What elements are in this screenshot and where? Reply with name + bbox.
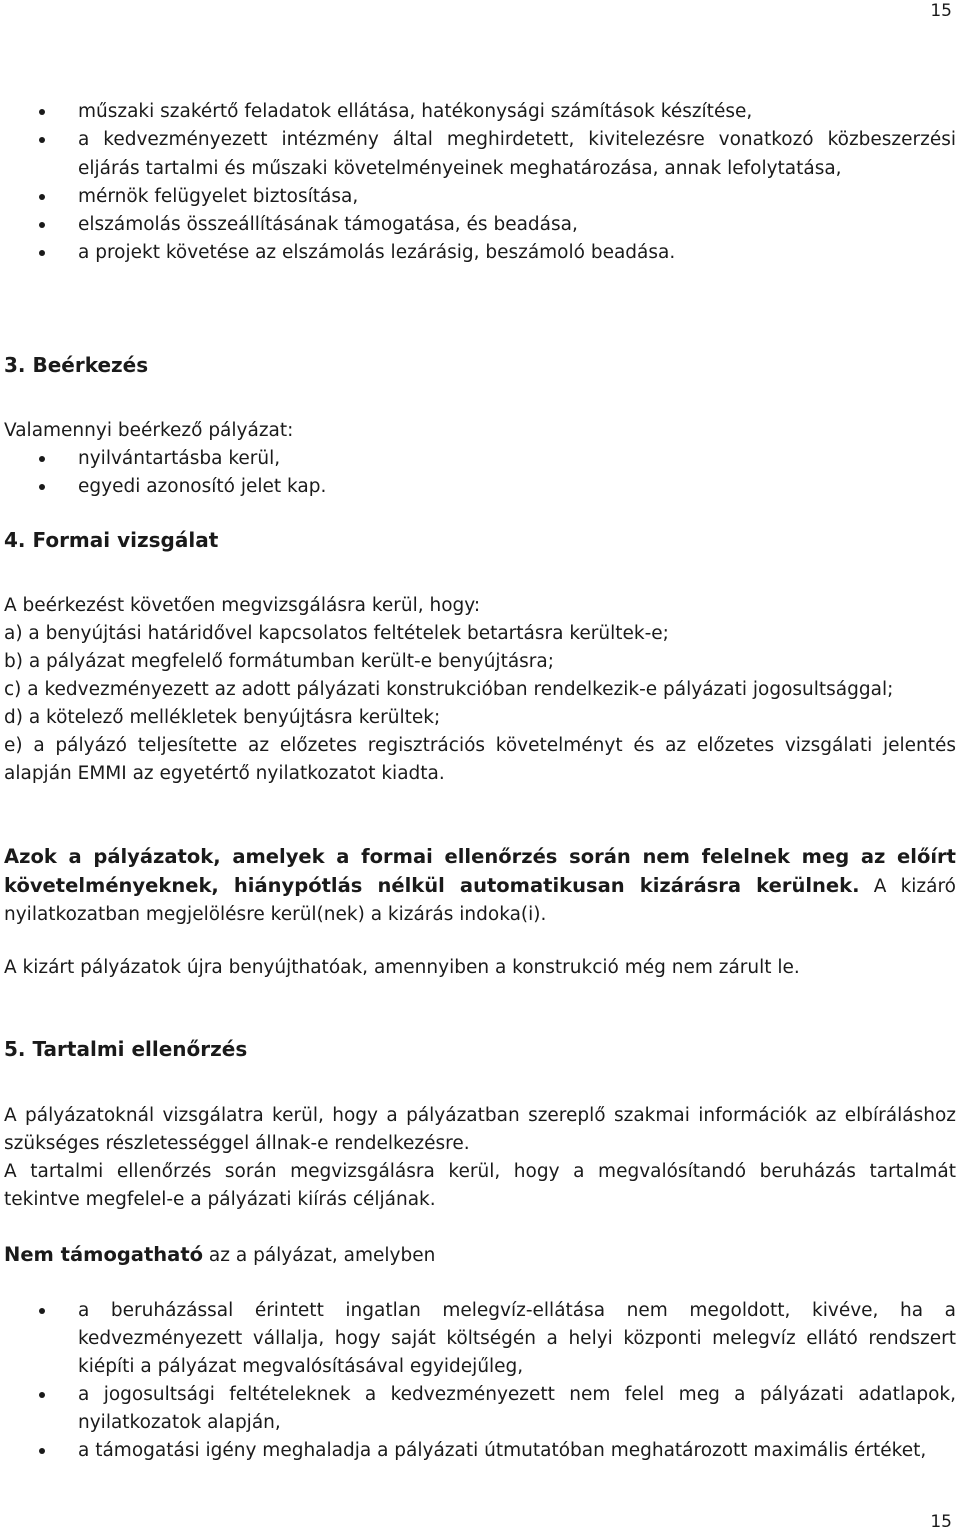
section-5-heading: 5. Tartalmi ellenőrzés (4, 1037, 248, 1061)
exclusion-bold-text: Azok a pályázatok, amelyek a formai ellenőrzés során nem felelnek meg az előírt követelményeknek, hiánypótlás nélkül automatikusan kizárásra kerülnek. (4, 845, 956, 897)
section-3-intro: Valamennyi beérkező pályázat: (4, 420, 294, 441)
check-line: b) a pályázat megfelelő formátumban került-e benyújtásra; (4, 651, 554, 672)
not-supported-intro (4, 1241, 956, 1270)
section-5-para-2: A tartalmi ellenőrzés során megvizsgálásra kerül, hogy a megvalósítandó beruházás tartalmát tekintve megfelel-e a pályázati kiírás céljának. (4, 1161, 956, 1210)
not-supported-list (0, 1297, 960, 1465)
section-4-checklist (4, 592, 956, 788)
list-item: a kedvezményezett intézmény által meghirdetett, kivitelezésre vonatkozó közbeszerzési eljárás tartalmi és műszaki követelményeinek meghatározása, annak lefolytatása, (0, 126, 960, 183)
check-line: c) a kedvezményezett az adott pályázati konstrukcióban rendelkezik-e pályázati jogosultsággal; (4, 679, 894, 700)
check-line: a) a benyújtási határidővel kapcsolatos feltételek betartásra kerültek-e; (4, 623, 669, 644)
exclusion-rest-text: A kizáró nyilatkozatban megjelölésre kerül(nek) a kizárás indoka(i). (4, 876, 957, 925)
list-item: mérnök felügyelet biztosítása, (0, 183, 960, 211)
list-item: elszámolás összeállításának támogatása, és beadása, (0, 211, 960, 239)
page-number-bottom: 15 (930, 1512, 952, 1532)
list-item: a projekt követése az elszámolás lezárásig, beszámoló beadása. (0, 239, 960, 267)
list-item: a támogatási igény meghaladja a pályázati útmutatóban meghatározott maximális értéket, (0, 1437, 960, 1465)
section-4-heading: 4. Formai vizsgálat (4, 528, 219, 552)
section-3-list (0, 445, 960, 502)
section-5-para-1: A pályázatoknál vizsgálatra kerül, hogy a pályázatban szereplő szakmai információk az elbíráláshoz szükséges részletességgel állnak-e rendelkezésre. (4, 1105, 956, 1154)
not-supported-bold: Nem támogatható (4, 1243, 204, 1266)
list-item: egyedi azonosító jelet kap. (0, 473, 960, 501)
list-item: a beruházással érintett ingatlan melegvíz-ellátása nem megoldott, kivéve, ha a kedvezményezett vállalja, hogy saját költségén a helyi központi melegvíz ellátó rendszert kiépíti a pályázat megvalósításával egyidejűleg, (0, 1297, 960, 1381)
exclusion-paragraph (4, 843, 956, 929)
list-item: nyilvántartásba kerül, (0, 445, 960, 473)
check-line: A beérkezést követően megvizsgálásra kerül, hogy: (4, 595, 481, 616)
page-number-top: 15 (930, 1, 952, 21)
task-list (0, 98, 960, 268)
resubmit-paragraph: A kizárt pályázatok újra benyújthatóak, amennyiben a konstrukció még nem zárult le. (4, 957, 800, 978)
check-line: e) a pályázó teljesítette az előzetes regisztrációs követelményt és az előzetes vizsgálati jelentés alapján EMMI az egyetértő nyilatkozatot kiadta. (4, 735, 956, 784)
list-item: műszaki szakértő feladatok ellátása, hatékonysági számítások készítése, (0, 98, 960, 126)
list-item: a jogosultsági feltételeknek a kedvezményezett nem felel meg a pályázati adatlapok, nyilatkozatok alapján, (0, 1381, 960, 1437)
not-supported-rest: az a pályázat, amelyben (203, 1245, 436, 1266)
section-3-heading: 3. Beérkezés (4, 353, 149, 377)
check-line: d) a kötelező mellékletek benyújtásra kerültek; (4, 707, 441, 728)
